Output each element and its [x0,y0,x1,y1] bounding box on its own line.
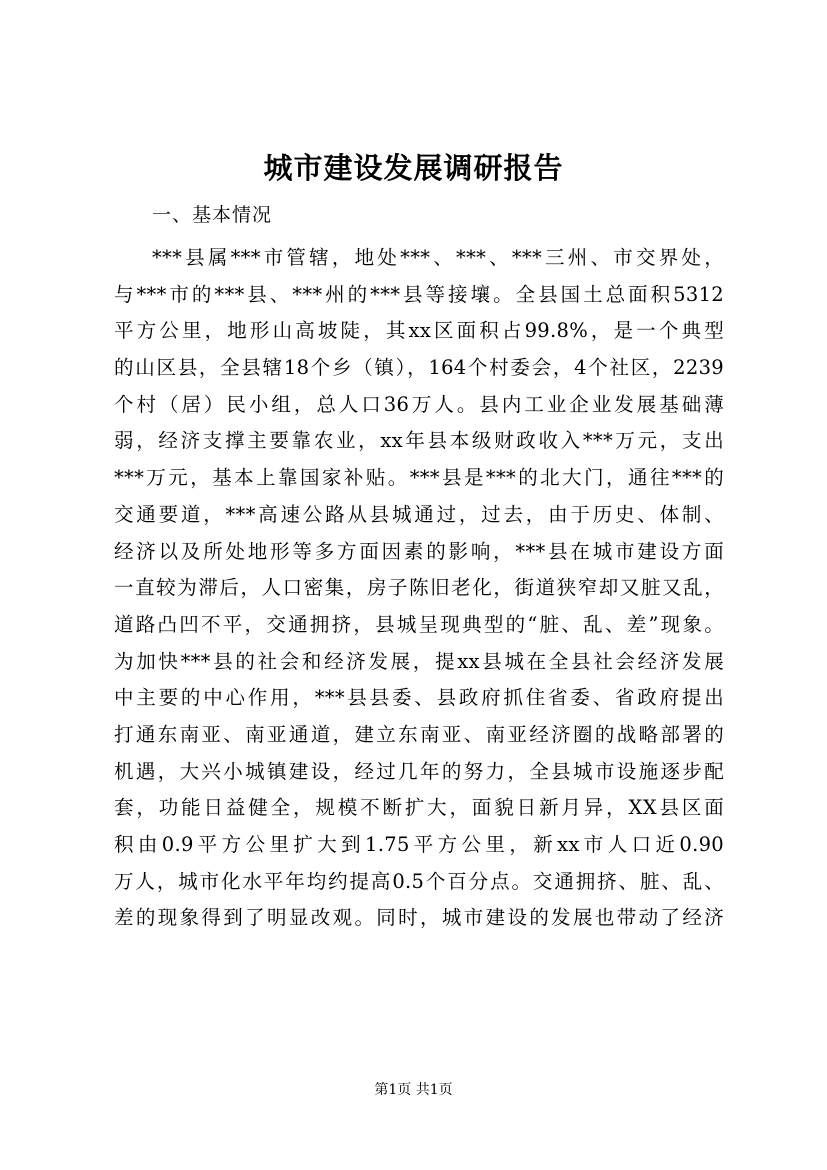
paragraph-line: 经济以及所处地形等多方面因素的影响，***县在城市建设方面 [114,539,724,563]
paragraph-line: 中主要的中心作用，***县县委、县政府抓住省委、省政府提出 [114,686,724,710]
paragraph-line: 弱，经济支撑主要靠农业，xx年县本级财政收入***万元，支出 [114,429,724,453]
document-title: 城市建设发展调研报告 [263,151,564,185]
paragraph-line: 套，功能日益健全，规模不断扩大，面貌日新月异，XX县区面 [114,796,724,820]
paragraph-line: 机遇，大兴小城镇建设，经过几年的努力，全县城市设施逐步配 [114,759,724,783]
paragraph-line: 交通要道，***高速公路从县城通过，过去，由于历史、体制、 [114,502,724,526]
paragraph-line: 一直较为滞后，人口密集，房子陈旧老化，街道狭窄却又脏又乱， [114,576,724,600]
paragraph-line: ***万元，基本上靠国家补贴。***县是***的北大门，通往***的 [114,466,724,490]
paragraph-line: 道路凸凹不平，交通拥挤，县城呈现典型的“脏、乱、差”现象。 [114,612,724,636]
section-heading: 一、基本情况 [152,204,273,226]
paragraph-line: 积由0.9平方公里扩大到1.75平方公里，新xx市人口近0.90 [114,833,724,856]
page-number-footer: 第1页 共1页 [374,1082,453,1098]
paragraph-line: 万人，城市化水平年均约提高0.5个百分点。交通拥挤、脏、乱、 [114,869,724,893]
paragraph-line: 差的现象得到了明显改观。同时，城市建设的发展也带动了经济 [114,906,724,930]
paragraph-line: 平方公里，地形山高坡陡，其xx区面积占99.8%，是一个典型 [114,319,724,343]
body-paragraph [114,240,724,937]
paragraph-line: ***县属***市管辖，地处***、***、***三州、市交界处， [152,246,724,269]
paragraph-line: 的山区县，全县辖18个乡（镇），164个村委会，4个社区，2239 [114,356,724,380]
paragraph-line: 个村（居）民小组，总人口36万人。县内工业企业发展基础薄 [114,392,724,416]
paragraph-line: 打通东南亚、南亚通道，建立东南亚、南亚经济圈的战略部署的 [114,722,724,746]
paragraph-line: 为加快***县的社会和经济发展，提xx县城在全县社会经济发展 [114,649,724,673]
paragraph-line: 与***市的***县、***州的***县等接壤。全县国土总面积5312 [114,282,724,306]
